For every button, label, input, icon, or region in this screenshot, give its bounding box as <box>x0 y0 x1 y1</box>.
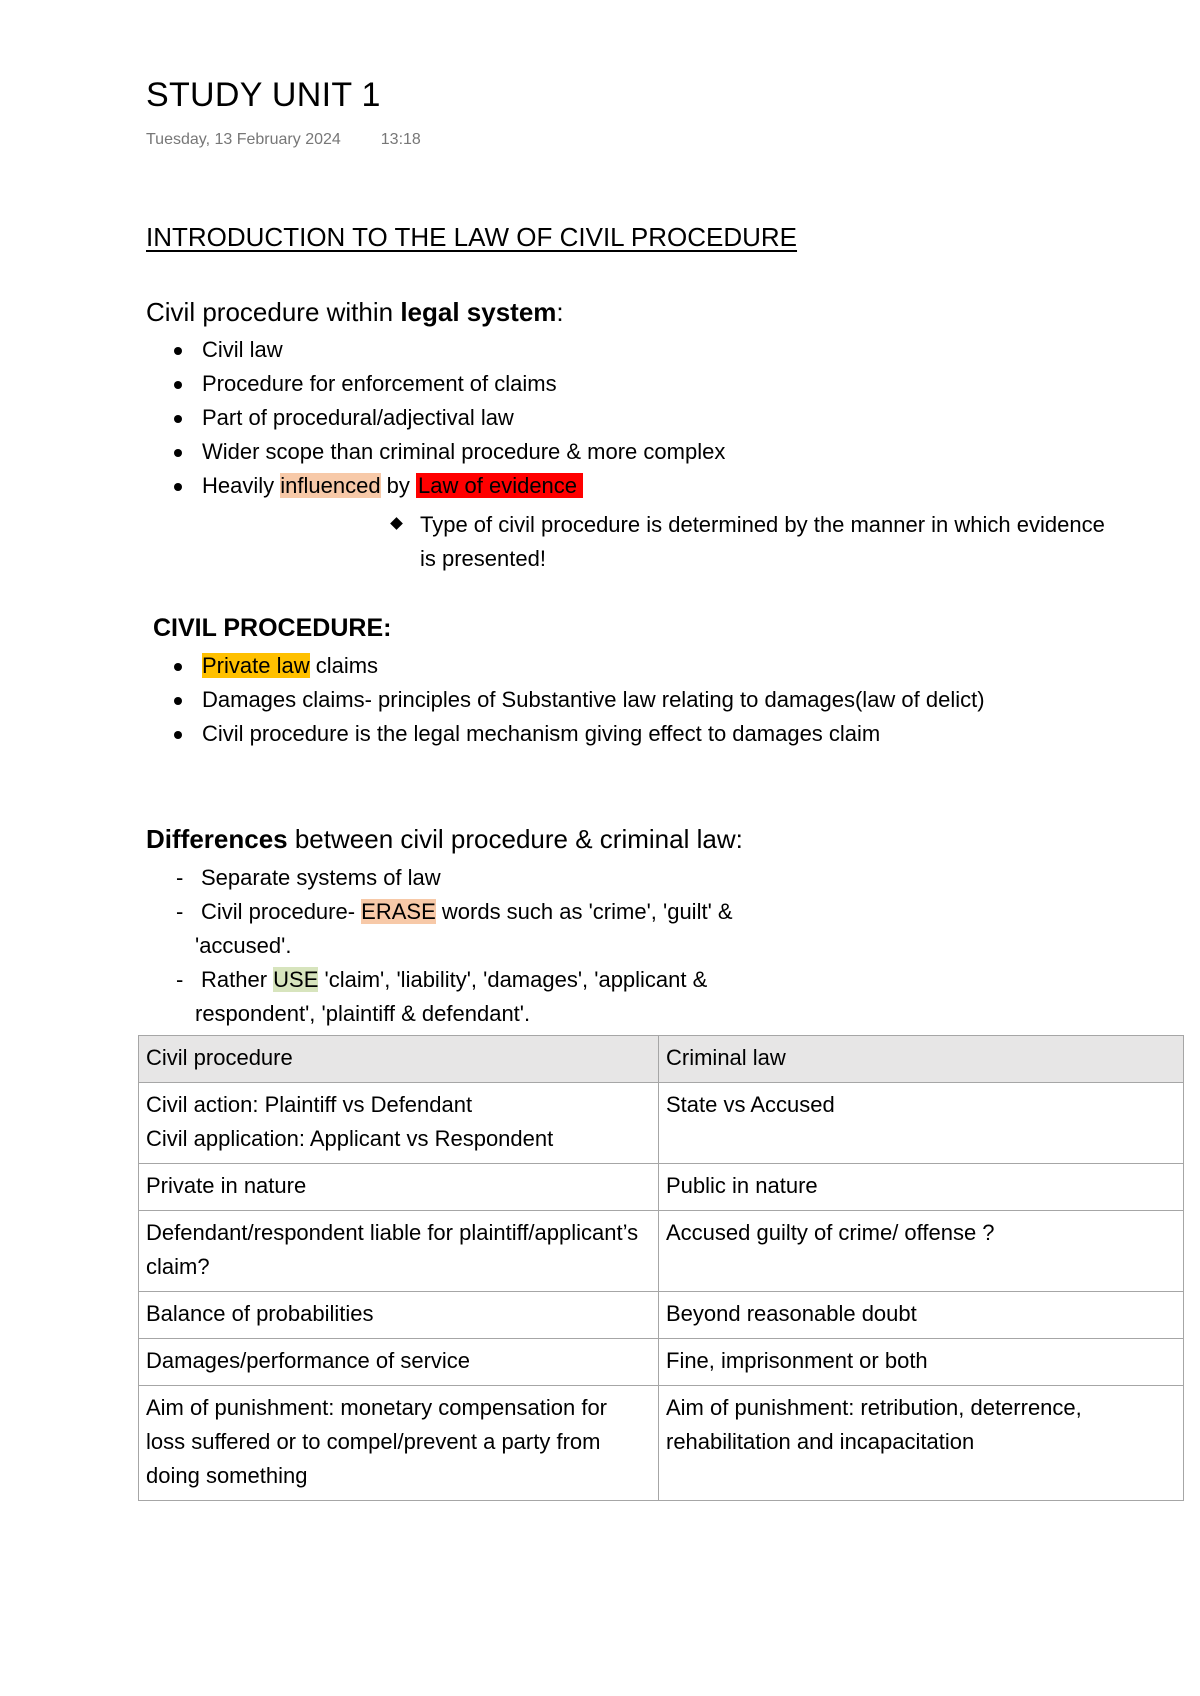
table-row <box>139 1164 1184 1211</box>
table-header-cell: Civil procedure <box>139 1036 659 1083</box>
page-date: Tuesday, 13 February 2024 <box>146 131 341 148</box>
bullet-icon <box>174 381 182 389</box>
list-item-text: Civil procedure is the legal mechanism giving effect to damages claim <box>202 721 881 746</box>
sub-list-item-text: Type of civil procedure is determined by the manner in which evidence is presented! <box>420 512 1105 571</box>
highlighted-text: influenced <box>280 473 381 498</box>
highlighted-text: Law of evidence <box>416 473 583 498</box>
section-civil-procedure-title: CIVIL PROCEDURE: <box>153 614 392 642</box>
section-differences-title <box>146 824 743 855</box>
list-item <box>146 367 725 401</box>
list-item-text: 'claim', 'liability', 'damages', 'applicant & <box>318 967 708 992</box>
section-title-text: between civil procedure & criminal law: <box>287 824 743 854</box>
section-title-colon: : <box>556 297 564 327</box>
table-cell <box>659 1339 1184 1386</box>
table-header-cell: Criminal law <box>659 1036 1184 1083</box>
highlighted-text: ERASE <box>361 899 436 924</box>
comparison-table <box>138 1035 1184 1501</box>
legal-system-list <box>146 333 725 503</box>
sub-list-item <box>386 508 1120 576</box>
bullet-icon <box>174 449 182 457</box>
table-row <box>139 1083 1184 1164</box>
table-cell <box>659 1386 1184 1501</box>
table-cell <box>139 1164 659 1211</box>
table-cell <box>659 1292 1184 1339</box>
dateline <box>146 131 421 149</box>
list-item-text: Procedure for enforcement of claims <box>202 371 557 396</box>
list-item-text: Civil procedure- <box>201 899 362 924</box>
bullet-icon <box>174 347 182 355</box>
highlighted-text: USE <box>273 967 319 992</box>
section-title-bold: legal system <box>400 297 557 327</box>
bullet-icon <box>174 731 182 739</box>
page-title: STUDY UNIT 1 <box>146 76 381 114</box>
section-title-text: Civil procedure within <box>146 297 401 327</box>
bullet-icon <box>174 663 182 671</box>
list-item <box>146 861 906 895</box>
list-item <box>146 683 1076 717</box>
list-item <box>146 649 1076 683</box>
cell-line: Fine, imprisonment or both <box>666 1348 928 1373</box>
cell-line: Civil action: Plaintiff vs Defendant <box>146 1092 473 1117</box>
list-item-text: Heavily <box>202 473 281 498</box>
list-item-text: Civil law <box>202 337 283 362</box>
table-cell <box>139 1339 659 1386</box>
table-cell <box>139 1292 659 1339</box>
list-item <box>146 401 725 435</box>
table-row <box>139 1292 1184 1339</box>
page-time: 13:18 <box>380 131 421 148</box>
section-legal-system-title <box>146 297 564 328</box>
list-item-text: Part of procedural/adjectival law <box>202 405 514 430</box>
cell-line: Aim of punishment: monetary compensation for loss suffered or to compel/prevent a party from doing something <box>146 1395 608 1488</box>
table-cell <box>139 1386 659 1501</box>
diamond-bullet-icon <box>390 517 403 530</box>
dash-bullet-icon: - <box>176 899 184 924</box>
list-item-text: words such as 'crime', 'guilt' & <box>435 899 733 924</box>
table-header-row <box>139 1036 1184 1083</box>
table-row <box>139 1386 1184 1501</box>
dash-bullet-icon: - <box>176 967 184 992</box>
list-item <box>146 435 725 469</box>
bullet-icon <box>174 697 182 705</box>
cell-line: Balance of probabilities <box>146 1301 374 1326</box>
list-item-text: Wider scope than criminal procedure & more complex <box>202 439 726 464</box>
section-title-bold: Differences <box>146 824 288 854</box>
table-row <box>139 1211 1184 1292</box>
list-item-text: claims <box>309 653 379 678</box>
list-item <box>146 963 906 1031</box>
differences-list <box>146 861 906 1031</box>
list-item-text: Rather <box>201 967 274 992</box>
list-item <box>146 895 906 963</box>
civil-procedure-list <box>146 649 1076 751</box>
cell-line: Public in nature <box>666 1173 818 1198</box>
cell-line: Beyond reasonable doubt <box>666 1301 917 1326</box>
bullet-icon <box>174 483 182 491</box>
list-item-text: by <box>380 473 417 498</box>
list-item-text: Damages claims- principles of Substantive law relating to damages(law of delict) <box>202 687 985 712</box>
cell-line: Aim of punishment: retribution, deterrence, rehabilitation and incapacitation <box>666 1395 1082 1454</box>
cell-line: Damages/performance of service <box>146 1348 471 1373</box>
table-cell <box>139 1211 659 1292</box>
list-item-text: respondent', 'plaintiff & defendant'. <box>195 1001 531 1026</box>
list-item-text: 'accused'. <box>195 933 292 958</box>
table-cell <box>659 1083 1184 1164</box>
list-item <box>146 333 725 367</box>
dash-bullet-icon: - <box>176 865 184 890</box>
table-row <box>139 1339 1184 1386</box>
cell-line: State vs Accused <box>666 1092 835 1117</box>
cell-line: Private in nature <box>146 1173 307 1198</box>
list-item-text: Separate systems of law <box>201 865 441 890</box>
bullet-icon <box>174 415 182 423</box>
main-heading: INTRODUCTION TO THE LAW OF CIVIL PROCEDURE <box>146 222 798 252</box>
table-cell <box>659 1211 1184 1292</box>
list-item <box>146 469 725 503</box>
table-cell <box>659 1164 1184 1211</box>
cell-line: Accused guilty of crime/ offense ? <box>666 1220 995 1245</box>
cell-line: Defendant/respondent liable for plaintiff/applicant’s claim? <box>146 1220 639 1279</box>
table-cell <box>139 1083 659 1164</box>
highlighted-text: Private law <box>202 653 310 678</box>
cell-line: Civil application: Applicant vs Respondent <box>146 1126 554 1151</box>
list-item <box>146 717 1076 751</box>
